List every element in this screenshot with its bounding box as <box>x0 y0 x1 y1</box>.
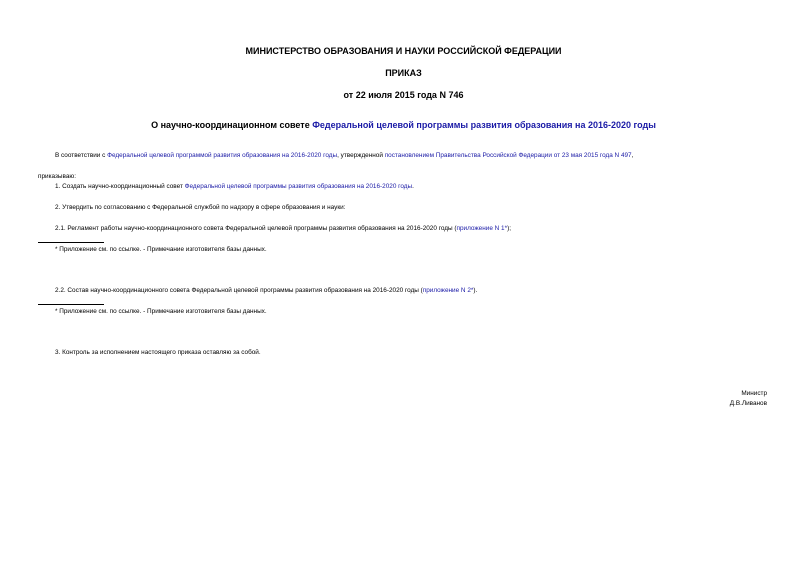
footnote-2: * Приложение см. по ссылке. - Примечание изготовителя базы данных. <box>55 308 267 315</box>
date-number-heading: от 22 июля 2015 года N 746 <box>343 90 464 100</box>
item-2-1-end: ); <box>507 225 511 232</box>
title-program-link[interactable]: Федеральной целевой программы развития образования на 2016-2020 годы <box>312 120 656 130</box>
item-2: 2. Утвердить по согласованию с Федеральной службой по надзору в сфере образования и науки: <box>55 204 346 211</box>
signature-position: Министр <box>741 390 767 397</box>
appendix-1-link[interactable]: приложение N 1* <box>456 225 508 232</box>
item-2-2-text: 2.2. Состав научно-координационного совета Федеральной целевой программы развития образования на 2016-2020 годы ( <box>55 287 423 294</box>
doc-type-heading: ПРИКАЗ <box>385 68 422 78</box>
item-1-program-link[interactable]: Федеральной целевой программы развития образования на 2016-2020 годы <box>184 183 413 190</box>
title-prefix: О научно-координационном совете <box>151 120 313 130</box>
appendix-2-link[interactable]: приложение N 2* <box>422 287 474 294</box>
item-2-2-end: ). <box>473 287 478 294</box>
signature-name: Д.В.Ливанов <box>729 400 767 407</box>
document-title <box>0 120 807 130</box>
program-link[interactable]: Федеральной целевой программой развития образования на 2016-2020 годы <box>107 152 338 159</box>
ministry-heading: МИНИСТЕРСТВО ОБРАЗОВАНИЯ И НАУКИ РОССИЙСКОЙ ФЕДЕРАЦИИ <box>245 46 562 56</box>
order-word: приказываю: <box>38 173 76 180</box>
item-1 <box>55 183 414 190</box>
item-3: 3. Контроль за исполнением настоящего приказа оставляю за собой. <box>55 349 261 356</box>
item-1-text: 1. Создать научно-координационный совет <box>55 183 185 190</box>
item-2-2 <box>55 287 477 294</box>
item-2-1-text: 2.1. Регламент работы научно-координационного совета Федеральной целевой программы развития образования на 2016-2020 годы ( <box>55 225 457 232</box>
preamble-text-3: , <box>631 152 634 159</box>
item-2-1 <box>55 225 511 232</box>
footnote-divider-2 <box>38 304 104 305</box>
footnote-1: * Приложение см. по ссылке. - Примечание изготовителя базы данных. <box>55 246 267 253</box>
preamble-text-1: В соответствии с <box>55 152 108 159</box>
item-1-end: . <box>412 183 414 190</box>
preamble-text-2: , утвержденной <box>337 152 385 159</box>
government-decree-link[interactable]: постановлением Правительства Российской Федерации от 23 мая 2015 года N 497 <box>384 152 632 159</box>
footnote-divider-1 <box>38 242 104 243</box>
preamble-paragraph <box>55 152 633 159</box>
